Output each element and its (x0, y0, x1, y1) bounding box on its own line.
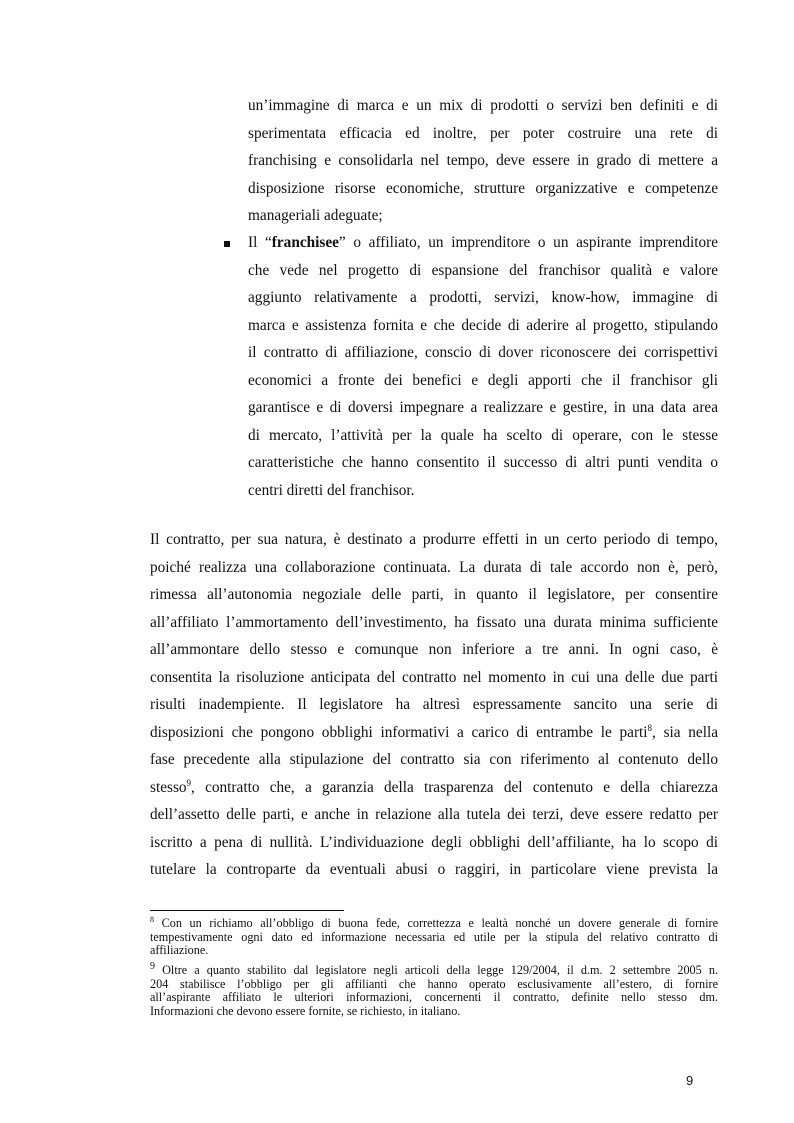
footnote-line: Informazioni che devono essere fornite, se richiesto, in italiano. (150, 1003, 461, 1018)
text-run: Il “ (248, 234, 272, 251)
footnote-line: tempestivamente ogni dato ed informazione necessaria ed utile per la stipula del relativo contratto di (150, 929, 718, 944)
text-run: Con un richiamo all’obbligo di buona fede, correttezza e lealtà nonché un dovere generale di fornire (161, 916, 718, 930)
text-line: disposizione risorse economiche, strutture organizzative e competenze (248, 179, 718, 197)
text-line: centri diretti del franchisor. (248, 481, 415, 499)
footnote-8 (150, 914, 718, 958)
text-line: franchising e consolidarla nel tempo, deve essere in grado di mettere a (248, 152, 718, 169)
text-line: il contratto di affiliazione, conscio di dover riconoscere dei corrispettivi (248, 344, 718, 361)
text-run: stesso (150, 778, 187, 796)
text-line (248, 233, 718, 253)
term-franchisee: franchisee (271, 234, 339, 251)
text-line: consentita la risoluzione anticipata del contratto nel momento in cui una delle due parti (150, 668, 718, 686)
text-line: all’ammontare dello stesso e comunque non inferiore a tre anni. In ogni caso, è (150, 641, 718, 658)
text-line: poiché realizza una collaborazione continuata. La durata di tale accordo non è, però, (150, 558, 718, 576)
text-line: che vede nel progetto di espansione del franchisor qualità e valore (248, 261, 718, 279)
text-line: manageriali adeguate; (248, 207, 383, 224)
text-run: , contratto che, a garanzia della trasparenza del contenuto e della chiarezza (191, 778, 718, 796)
bullet-square-icon (224, 233, 234, 253)
text-line (150, 778, 718, 798)
footnote-line: affiliazione. (150, 943, 209, 958)
text-line: dell’assetto delle parti, e anche in relazione alla tutela dei terzi, deve essere redatto per (150, 806, 718, 823)
text-line: sperimentata efficacia ed inoltre, per poter costruire una rete di (248, 124, 718, 142)
footnote-line (150, 914, 718, 931)
text-run: Oltre a quanto stabilito dal legislatore negli articoli della legge 129/2004, il d.m. 2 settembre 2005 n. (162, 963, 718, 977)
text-line: fase precedente alla stipulazione del contratto sia con riferimento al contenuto dello (150, 751, 718, 768)
text-line: tutelare la controparte da eventuali abusi o raggiri, in particolare viene prevista la (150, 861, 718, 878)
text-line (150, 723, 718, 743)
footnote-number: 9 (150, 960, 155, 972)
text-line: all’affiliato l’ammortamento dell’investimento, ha fissato una durata minima sufficiente (150, 613, 718, 631)
footnote-ref-9[interactable]: 9 (186, 777, 192, 788)
text-line: caratteristiche che hanno consentito il successo di altri punti vendita o (248, 454, 718, 471)
text-run: ” o affiliato, un imprenditore o un aspirante imprenditore (338, 234, 719, 251)
text-run: disposizioni che pongono obblighi informativi a carico di entrambe le parti (150, 723, 648, 741)
text-line: garantisce e di doversi impegnare a realizzare e gestire, in una data area (248, 399, 718, 416)
text-line: Il contratto, per sua natura, è destinato a produrre effetti in un certo periodo di tempo, (150, 531, 718, 548)
text-line: aggiunto relativamente a prodotti, servizi, know-how, immagine di (248, 289, 718, 306)
text-line: risulti inadempiente. Il legislatore ha altresì espressamente sancito una serie di (150, 696, 718, 713)
footnote-line: 204 stabilisce l’obbligo per gli affilianti che hanno operato esclusivamente all’estero, di fornire (150, 976, 718, 991)
footnote-9 (150, 960, 718, 1018)
footnote-line: all’aspirante affiliato le ulteriori informazioni, concernenti il contratto, definite nello stesso dm. (150, 990, 718, 1005)
footnote-separator (150, 910, 344, 911)
page-number: 9 (686, 1073, 694, 1088)
text-line: marca e assistenza fornita e che decide di aderire al progetto, stipulando (248, 316, 718, 334)
text-line: di mercato, l’attività per la quale ha scelto di operare, con le stesse (248, 426, 718, 444)
footnote-ref-8[interactable]: 8 (647, 722, 653, 733)
text-run: , sia nella (652, 723, 718, 741)
text-line: un’immagine di marca e un mix di prodotti o servizi ben definiti e di (248, 97, 718, 114)
footnote-line (150, 960, 718, 978)
footnote-number: 8 (150, 914, 154, 924)
text-line: economici a fronte dei benefici e degli apporti che il franchisor gli (248, 371, 718, 389)
text-line: iscritto a pena di nullità. L’individuazione degli obblighi dell’affiliante, ha lo scopo di (150, 833, 718, 851)
text-line: rimessa all’autonomia negoziale delle parti, in quanto il legislatore, per consentire (150, 586, 718, 603)
